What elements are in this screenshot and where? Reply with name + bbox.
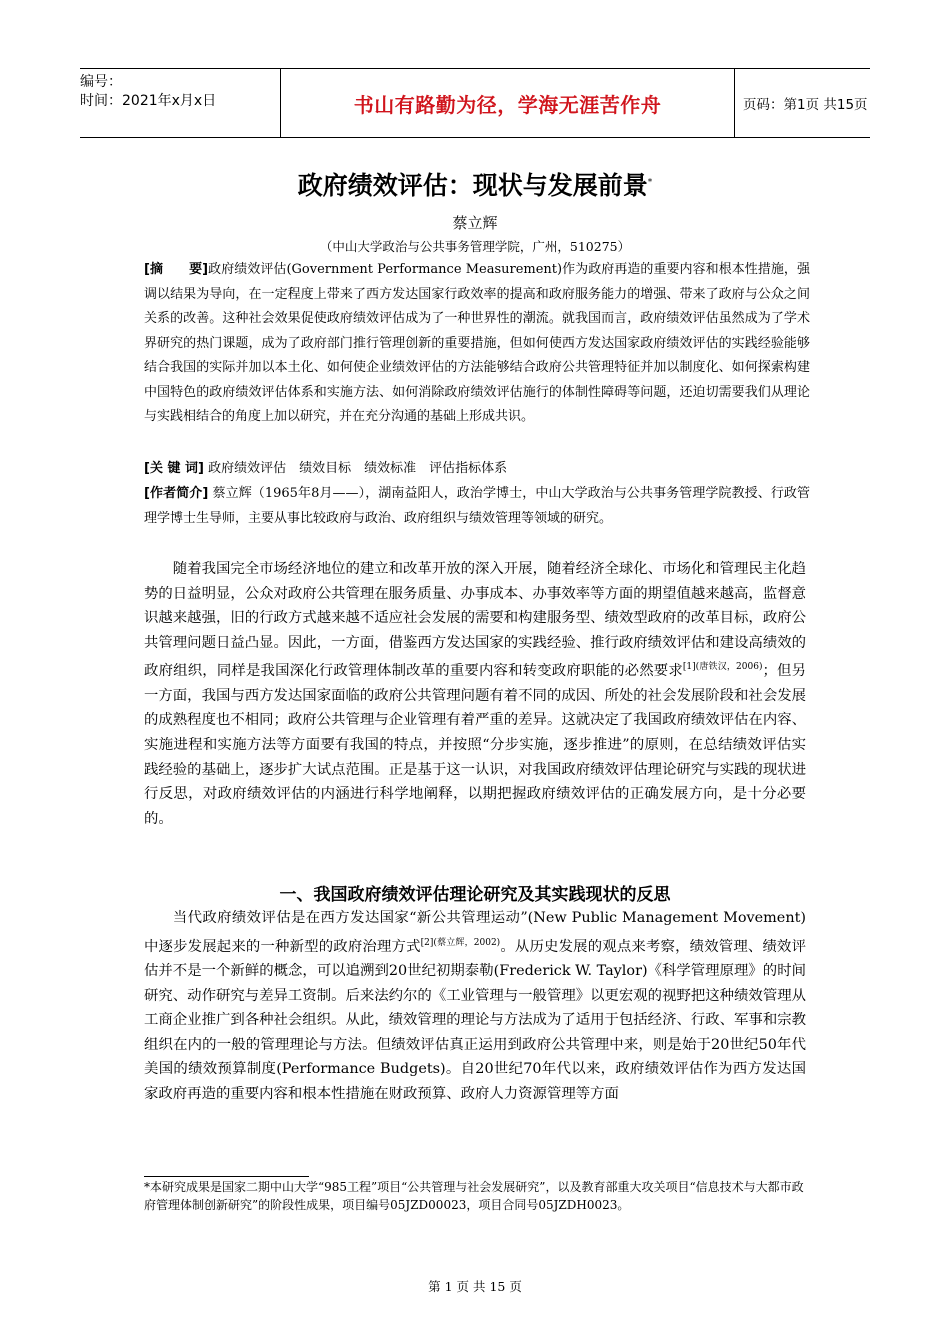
keywords-section: [144, 457, 810, 482]
footnote: *本研究成果是国家二期中山大学“985工程”项目“公共管理与社会发展研究”，以及教育部重大攻关项目“信息技术与大都市政府管理体制创新研究”的阶段性成果，项目编号05JZD00023，项目合同号05JZDH0023。: [144, 1180, 804, 1212]
intro-section: [144, 557, 806, 831]
keywords-text: 政府绩效评估 绩效目标 绩效标准 评估指标体系: [203, 461, 508, 476]
section-1-text-a: 当代政府绩效评估是在西方发达国家“新公共管理运动”(New Public Management Movement)中逐步发展起来的一种新型的政府治理方式: [144, 910, 806, 955]
citation-2: [2](蔡立辉，2002): [420, 937, 501, 948]
paper-author: 蔡立辉: [452, 214, 498, 232]
header-meta: [80, 69, 280, 137]
intro-text-a: 随着我国完全市场经济地位的建立和改革开放的深入开展，随着经济全球化、市场化和管理民主化趋势的日益明显，公众对政府公共管理在服务质量、办事成本、办事效率等方面的期望值越来越高，监督意识越来越强，旧的行政方式越来越不适应社会发展的需要和构建服务型、绩效型政府的改革目标，政府公共管理问题日益凸显。因此，一方面，借鉴西方发达国家的实践经验、推行政府绩效评估和建设高绩效的政府组织，同样是我国深化行政管理体制改革的重要内容和转变政府职能的必然要求: [144, 561, 806, 680]
author-info: [144, 482, 810, 531]
abstract-section: [144, 258, 810, 430]
author-info-text: 蔡立辉（1965年8月——），湖南益阳人，政治学博士，中山大学政治与公共事务管理学院教授、行政管理学博士生导师，主要从事比较政府与政治、政府组织与绩效管理等领域的研究。: [144, 486, 810, 526]
intro-paragraph: [144, 557, 806, 831]
abstract: [144, 258, 810, 430]
section-1-heading: 一、我国政府绩效评估理论研究及其实践现状的反思: [279, 885, 671, 905]
keywords: [144, 457, 810, 482]
abstract-label: [摘 要]: [144, 262, 209, 277]
paper-affiliation: （中山大学政治与公共事务管理学院，广州，510275）: [319, 239, 631, 254]
section-1-text-b: 。从历史发展的观点来考察，绩效管理、绩效评估并不是一个新鲜的概念，可以追溯到20世纪初期泰勒(Frederick W. Taylor)《科学管理原理》的时间研究、动作研究与差异工资制。后来法约尔的《工业管理与一般管理》以更宏观的视野把这种绩效管理从工商企业推广到各种社会组织。从此，绩效管理的理论与方法成为了适用于包括经济、行政、军事和宗教组织在内的一般的管理理论与方法。但绩效评估真正运用到政府公共管理中来，则是始于20世纪50年代美国的绩效预算制度(Performance Budgets)。自20世纪70年代以来，政府绩效评估作为西方发达国家政府再造的重要内容和根本性措施在财政预算、政府人力资源管理等方面: [144, 938, 806, 1102]
section-1-paragraph: [144, 906, 806, 1107]
title-footnote-mark: *: [647, 177, 653, 188]
author-info-label: [作者简介]: [144, 486, 209, 501]
page-info: 页码：第1页 共15页: [743, 97, 868, 113]
abstract-text: 政府绩效评估(Government Performance Measurement)作为政府再造的重要内容和根本性措施，强调以结果为导向，在一定程度上带来了西方发达国家行政效率的提高和政府服务能力的增强、带来了政府与公众之间关系的改善。这种社会效果促使政府绩效评估成为了一种世界性的潮流。就我国而言，政府绩效评估虽然成为了学术界研究的热门课题，成为了政府部门推行管理创新的重要措施，但如何使西方发达国家政府绩效评估的实践经验能够结合我国的实际并加以本土化、如何使企业绩效评估的方法能够结合政府公共管理特征并加以制度化、如何探索构建中国特色的政府绩效评估体系和实施方法、如何消除政府绩效评估施行的体制性障碍等问题，还迫切需要我们从理论与实践相结合的角度上加以研究，并在充分沟通的基础上形成共识。: [144, 262, 810, 424]
page-footer: 第 1 页 共 15 页: [428, 1279, 522, 1294]
time-label: 时间：2021年x月x日: [80, 93, 217, 109]
keywords-label: [关 键 词]: [144, 461, 204, 476]
number-label: 编号：: [80, 74, 122, 90]
intro-text-b: ；但另一方面，我国与西方发达国家面临的政府公共管理问题有着不同的成因、所处的社会发展阶段和社会发展的成熟程度也不相同；政府公共管理与企业管理有着严重的差异。这就决定了我国政府绩效评估在内容、实施进程和实施方法等方面要有我国的特点，并按照“分步实施，逐步推进”的原则，在总结绩效评估实践经验的基础上，逐步扩大试点范围。正是基于这一认识，对我国政府绩效评估理论研究与实践的现状进行反思，对政府绩效评估的内涵进行科学地阐释，以期把握政府绩效评估的正确发展方向，是十分必要的。: [144, 663, 806, 827]
footnote-divider: [144, 1176, 309, 1177]
motto-text: 书山有路勤为径，学海无涯苦作舟: [353, 92, 662, 117]
paper-title-text: 政府绩效评估：现状与发展前景: [297, 171, 648, 200]
author-info-section: [144, 482, 810, 531]
document-header: [80, 68, 870, 138]
citation-1: [1](唐铁汉，2006): [682, 662, 763, 673]
header-motto-cell: [280, 69, 735, 137]
section-1-body: [144, 906, 806, 1107]
paper-title: [0, 166, 950, 202]
